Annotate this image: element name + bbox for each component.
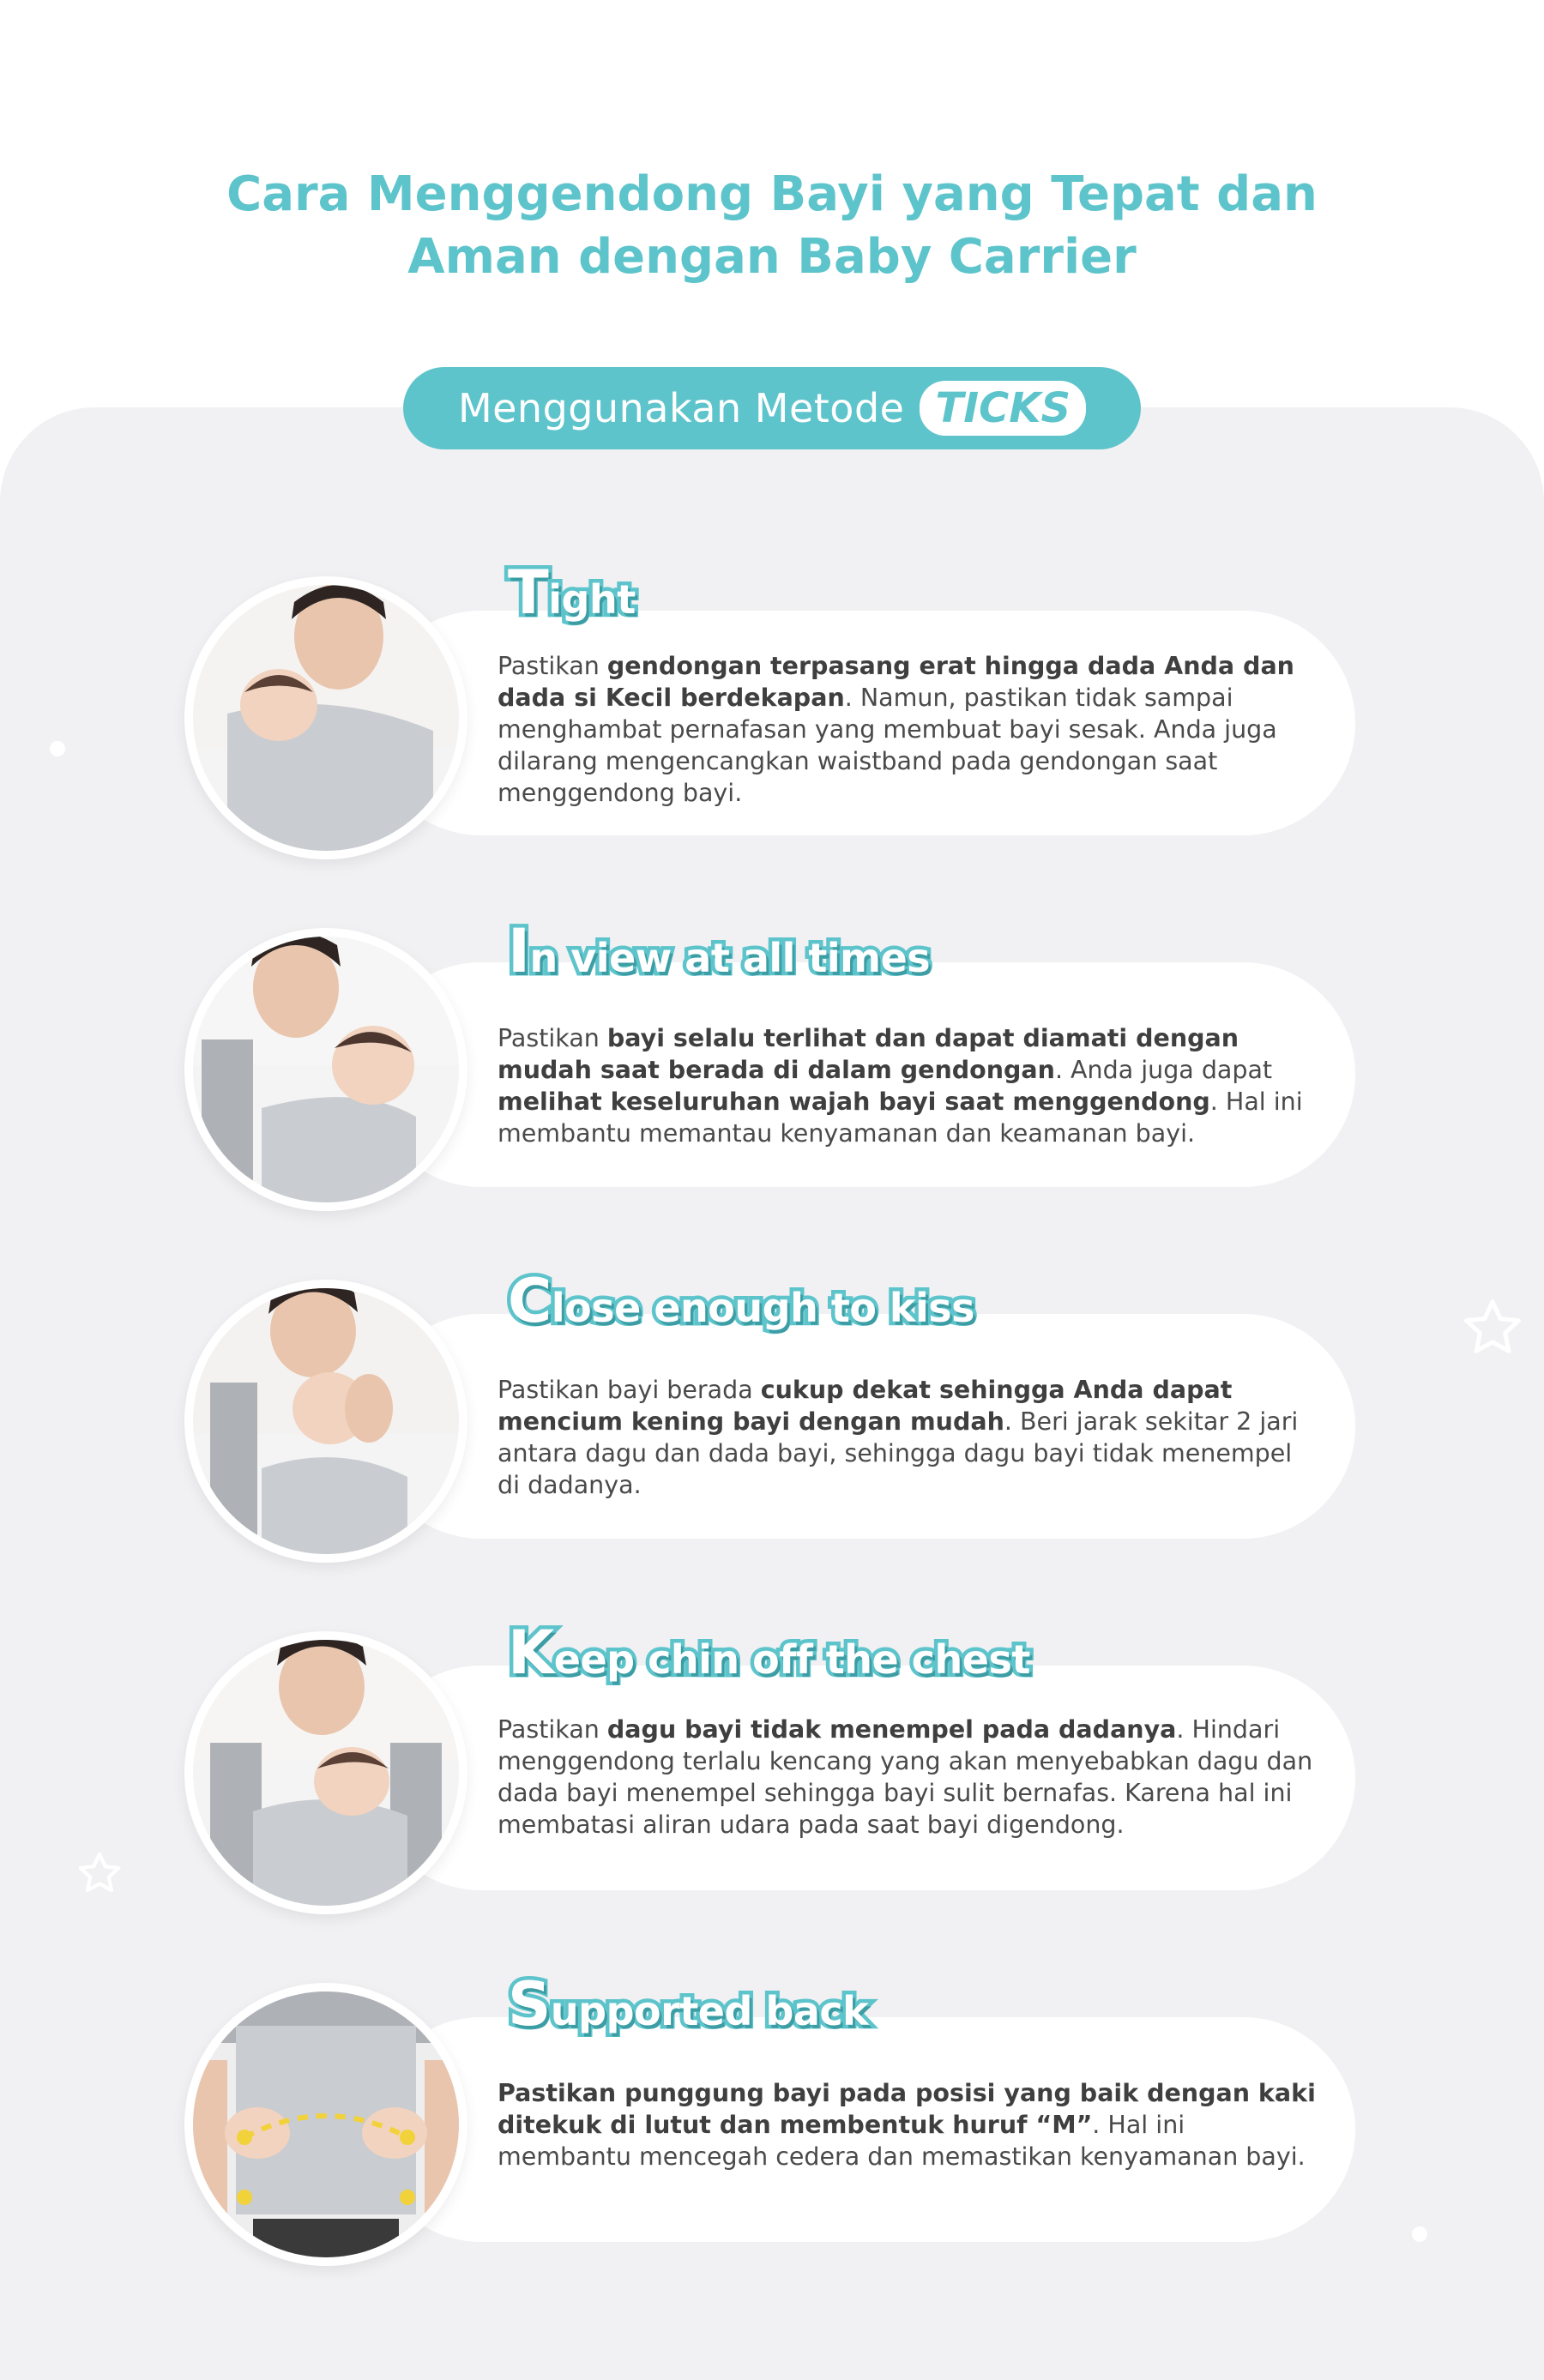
step-description [498,650,1321,809]
father-smiling-baby-photo [184,1631,467,1914]
step-heading [508,916,930,986]
method-pill [403,367,1141,449]
step-heading [508,1266,974,1336]
step-description-bold: Pastikan punggung bayi pada posisi yang baik dengan kaki ditekuk di lutut dan membentuk huruf “M” [498,2079,1316,2139]
step-heading-initial: C [508,1266,552,1336]
step-description-text: Pastikan [498,1024,607,1052]
step-heading-initial: I [508,916,530,986]
page-title [0,163,1544,288]
step-description-text: . Hal ini membantu mencegah cedera dan memastikan kenyamanan bayi. [498,2111,1306,2171]
method-pill-tag: TICKS [920,381,1086,436]
step-description-text: . Anda juga dapat [1054,1056,1273,1084]
step-description [498,2077,1321,2172]
step-description-bold: cukup dekat sehingga Anda dapat mencium kening bayi dengan mudah [498,1376,1233,1436]
step-description-text: . Beri jarak sekitar 2 jari antara dagu dan dada bayi, sehingga dagu bayi tidak menempel di dadanya. [498,1407,1299,1499]
step-heading [508,1618,1030,1688]
step-description [498,1374,1321,1501]
decor-dot-right [1412,2226,1427,2242]
step-heading-rest: n view at all times [529,935,931,981]
father-holding-baby-photo [184,576,467,859]
step-heading [508,557,636,628]
step-description-bold: dagu bayi tidak menempel pada dadanya [606,1715,1177,1744]
step-description-text: . Hal ini membantu memantau kenyamanan dan keamanan bayi. [498,1088,1303,1148]
step-description-bold: bayi selalu terlihat dan dapat diamati dengan mudah saat berada di dalam gendongan [498,1024,1239,1084]
m-position-legs-photo [184,1983,467,2266]
step-heading-initial: K [508,1618,554,1688]
step-heading-rest: lose enough to kiss [551,1285,975,1331]
step-heading-initial: S [508,1969,551,2040]
step-description-text: . Hindari menggendong terlalu kencang yang akan menyebabkan dagu dan dada bayi menempel sehingga bayi sulit bernafas. Karena hal ini membatasi aliran udara pada saat bayi digendong. [498,1715,1313,1839]
method-pill-label: Menggunakan Metode [457,385,905,431]
title-line-1: Cara Menggendong Bayi yang Tepat dan [226,166,1318,222]
step-description-bold: gendongan terpasang erat hingga dada Anda dan dada si Kecil berdekapan [498,652,1294,712]
step-description-bold: melihat keseluruhan wajah bayi saat menggendong [498,1088,1210,1116]
step-heading-rest: upported back [550,1988,869,2034]
step-description-text: Pastikan bayi berada [498,1376,761,1404]
step-description [498,1714,1321,1841]
step-heading [508,1969,868,2040]
step-description [498,1022,1321,1149]
step-description-text: Pastikan [498,652,607,680]
title-line-2: Aman dengan Baby Carrier [407,229,1137,285]
step-description-text: . Namun, pastikan tidak sampai menghambat pernafasan yang membuat bayi sesak. Anda juga dilarang mengencangkan waistband pada gendongan saat menggendong bayi. [498,684,1277,807]
step-heading-initial: T [508,557,549,628]
star-icon [1460,1295,1525,1360]
step-description-text: Pastikan [498,1715,607,1744]
father-looking-at-baby-photo [184,928,467,1211]
step-heading-rest: ight [548,576,636,623]
step-heading-rest: eep chin off the chest [553,1636,1030,1683]
star-icon [75,1849,124,1897]
decor-dot-left [50,741,65,756]
father-kissing-baby-photo [184,1280,467,1563]
